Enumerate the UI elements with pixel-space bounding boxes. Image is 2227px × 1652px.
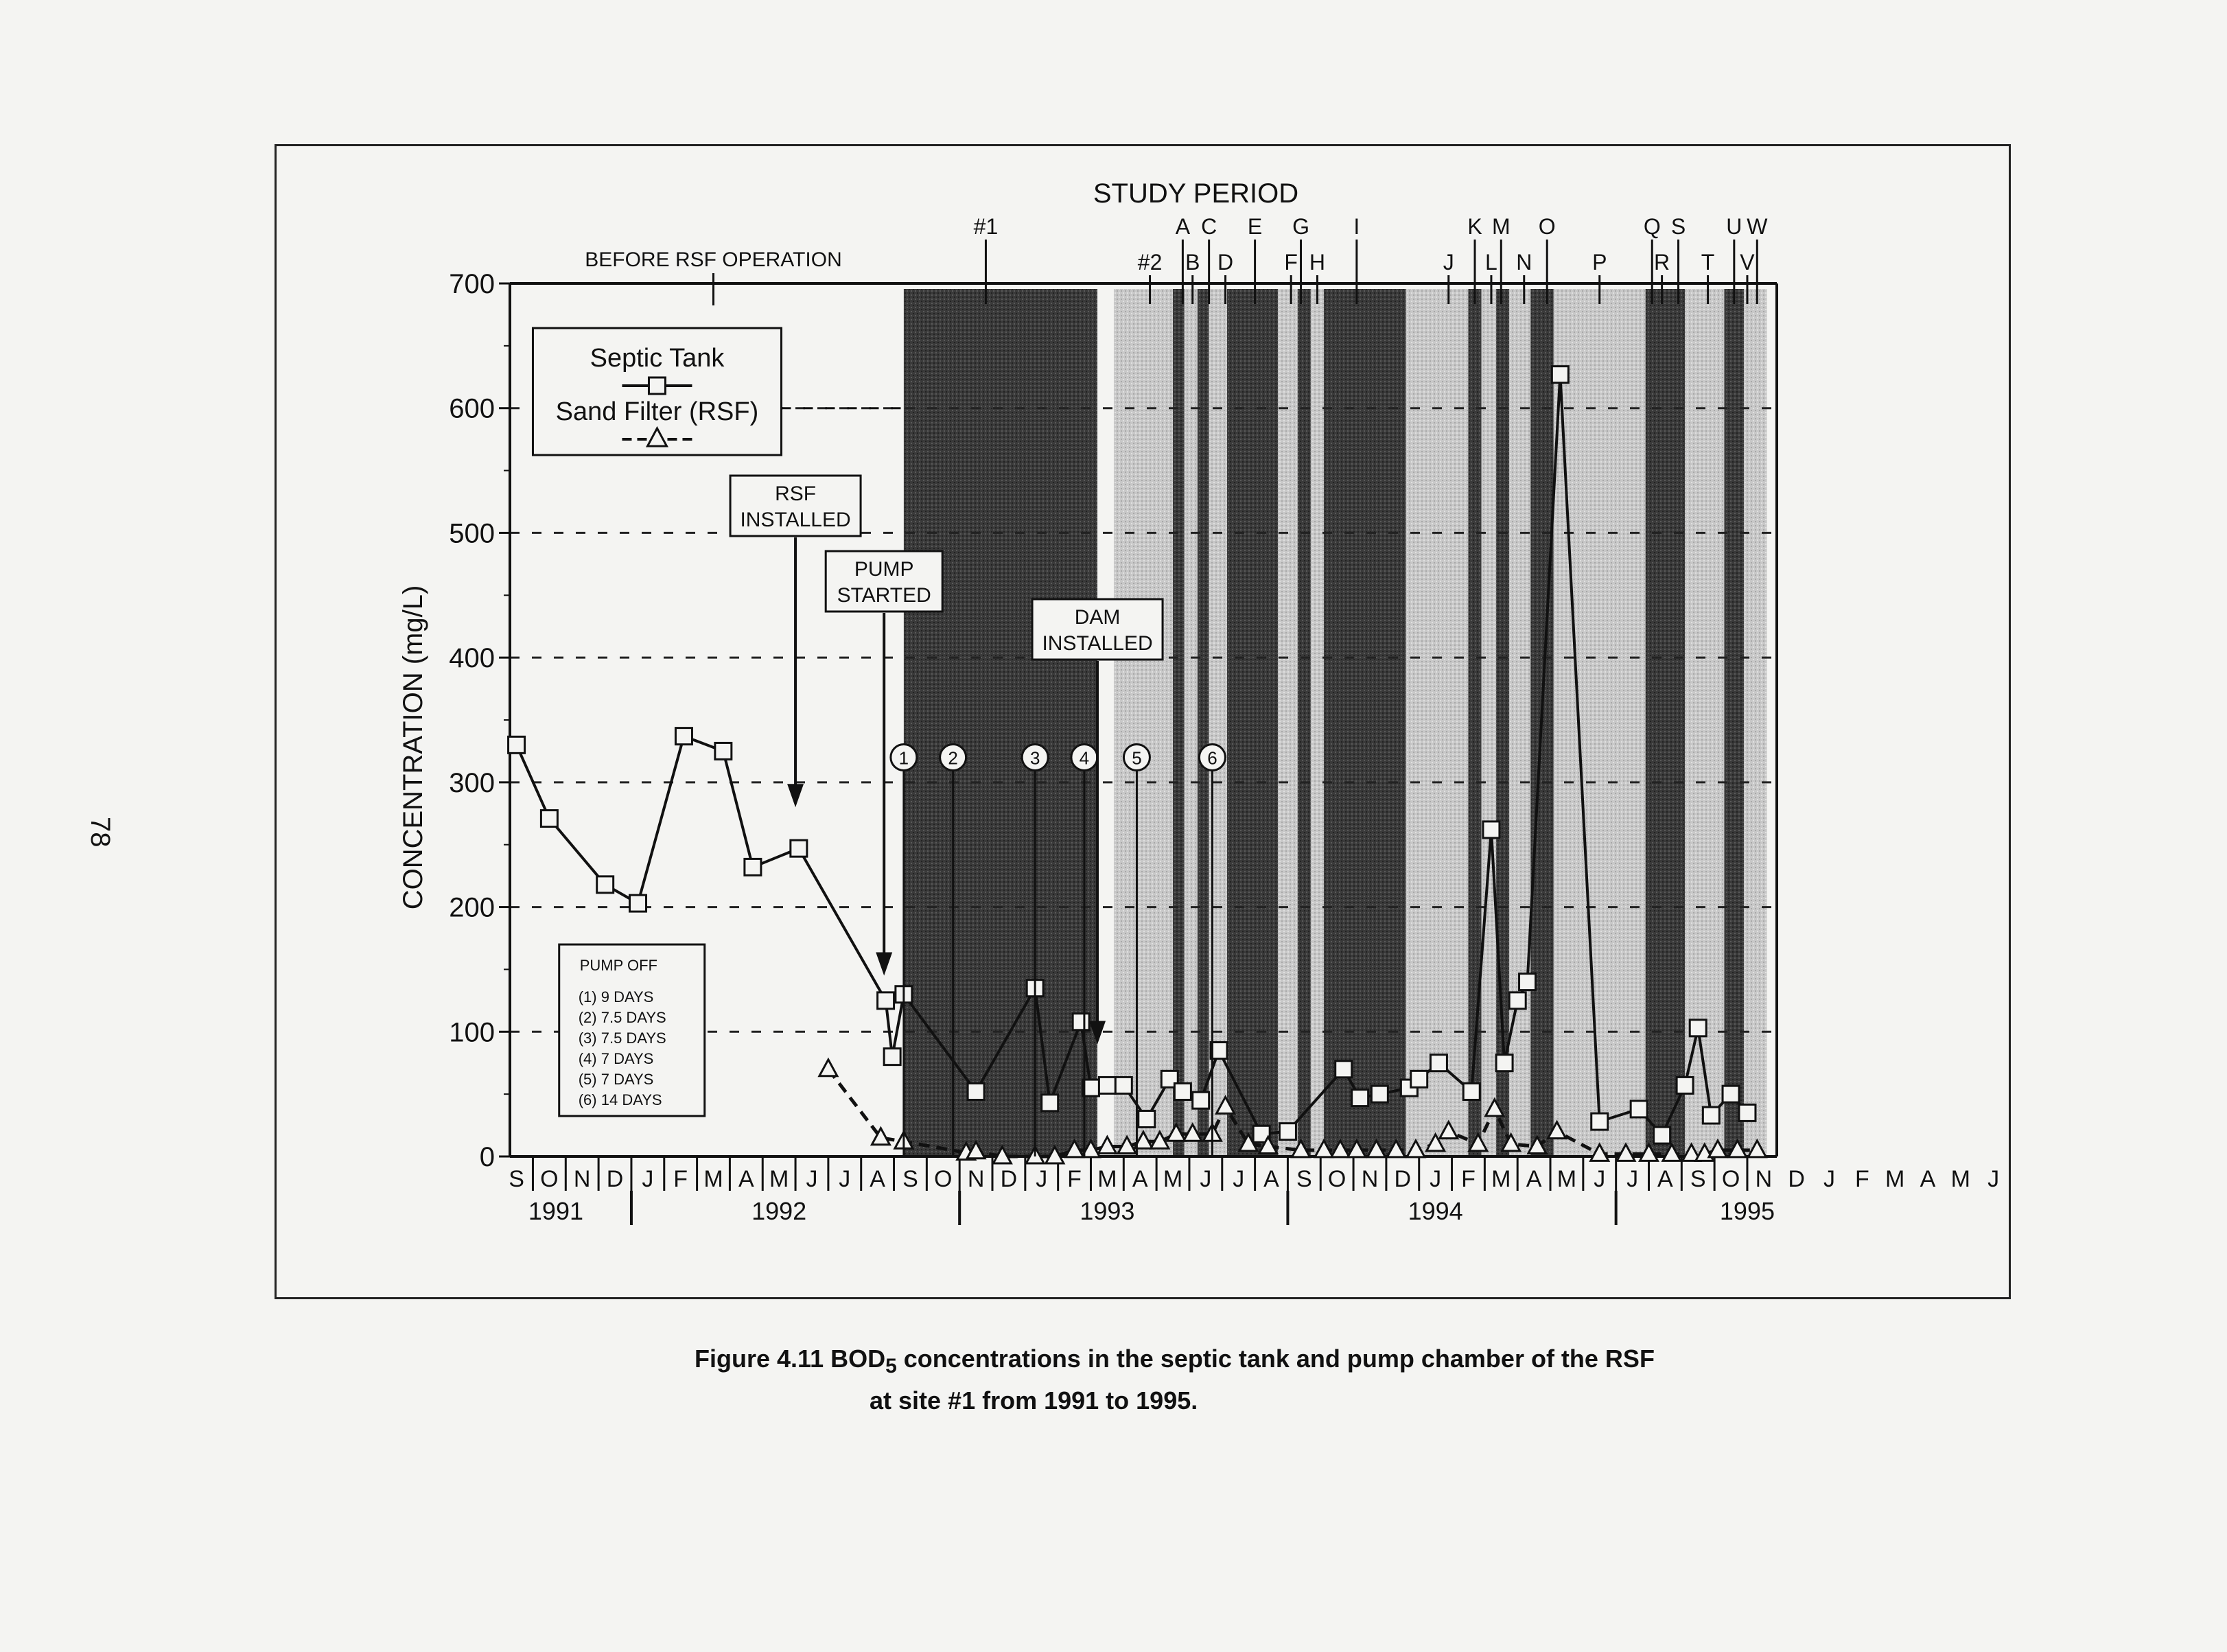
x-month-label: N (573, 1166, 591, 1192)
x-month-label: A (1657, 1166, 1673, 1192)
bod-concentration-chart (277, 146, 2009, 1297)
x-month-label: N (1361, 1166, 1379, 1192)
septic-tank-point (1430, 1055, 1447, 1071)
x-month-label: S (1690, 1166, 1706, 1192)
dam-installed-label-2: INSTALLED (1042, 632, 1153, 655)
septic-tank-point (1073, 1014, 1089, 1030)
septic-tank-point (630, 895, 646, 911)
x-month-label: D (1788, 1166, 1805, 1192)
figure-caption (695, 1342, 1655, 1418)
septic-tank-point (1099, 1077, 1115, 1093)
pump-off-circle-label: 5 (1132, 747, 1142, 769)
x-month-label: M (769, 1166, 789, 1192)
caption-line1-prefix: Figure 4.11 BOD (695, 1345, 886, 1373)
x-month-label: S (902, 1166, 918, 1192)
shaded-band (1173, 289, 1185, 1156)
x-month-label: J (1626, 1166, 1639, 1192)
caption-line1-suffix: concentrations in the septic tank and pump chamber of the RSF (896, 1345, 1655, 1373)
septic-tank-point (1654, 1127, 1670, 1143)
septic-tank-point (1552, 367, 1568, 383)
study-marker-label: F (1284, 250, 1298, 275)
pump-off-item: (3) 7.5 DAYS (578, 1029, 666, 1047)
study-marker-label: Q (1643, 214, 1661, 239)
x-year-label: 1994 (1408, 1197, 1463, 1225)
septic-tank-point (878, 992, 894, 1009)
septic-tank-point (1174, 1084, 1191, 1100)
x-month-label: M (1163, 1166, 1183, 1192)
x-month-label: F (673, 1166, 688, 1192)
x-year-label: 1991 (528, 1197, 584, 1225)
septic-tank-point (1411, 1071, 1427, 1087)
x-month-label: O (934, 1166, 953, 1192)
y-tick-label: 700 (449, 269, 495, 299)
study-marker-label: K (1467, 214, 1482, 239)
shaded-band (1278, 289, 1298, 1156)
y-tick-label: 200 (449, 892, 495, 923)
x-month-label: M (703, 1166, 723, 1192)
septic-tank-point (1139, 1110, 1155, 1127)
study-marker-label: S (1670, 214, 1686, 239)
shaded-band (1646, 289, 1685, 1156)
study-marker-label: N (1516, 250, 1532, 275)
dam-installed-label-1: DAM (1074, 606, 1121, 629)
pump-started-arrow-head (876, 953, 892, 976)
study-marker-label: H (1309, 250, 1326, 275)
x-month-label: J (1594, 1166, 1606, 1192)
shaded-band (1482, 289, 1497, 1156)
septic-tank-point (1496, 1055, 1513, 1071)
rsf-installed-label-1: RSF (775, 482, 817, 505)
pump-off-circle-label: 3 (1029, 747, 1040, 769)
study-marker-label: A (1175, 214, 1191, 239)
study-marker-label: E (1247, 214, 1263, 239)
x-month-label: F (1461, 1166, 1476, 1192)
x-month-label: J (1233, 1166, 1245, 1192)
shaded-band (1227, 289, 1278, 1156)
septic-tank-point (1677, 1077, 1693, 1093)
study-marker-label: #2 (1137, 250, 1163, 275)
septic-tank-point (509, 736, 525, 753)
y-tick-label: 500 (449, 518, 495, 549)
legend-square-marker (649, 377, 665, 394)
x-month-label: S (509, 1166, 524, 1192)
study-marker-label: O (1538, 214, 1556, 239)
study-marker-label: W (1747, 214, 1768, 239)
y-axis-label: CONCENTRATION (mg/L) (398, 585, 428, 910)
x-month-label: A (1920, 1166, 1936, 1192)
x-month-label: A (1132, 1166, 1148, 1192)
shaded-band (904, 289, 1097, 1156)
septic-tank-point (1115, 1077, 1132, 1093)
x-year-label: 1993 (1080, 1197, 1135, 1225)
study-marker-label: #1 (973, 214, 999, 239)
x-month-label: O (1327, 1166, 1346, 1192)
pump-started-label-1: PUMP (854, 558, 914, 581)
x-month-label: D (1000, 1166, 1018, 1192)
y-tick-label: 100 (449, 1017, 495, 1048)
x-year-label: 1995 (1719, 1197, 1775, 1225)
x-month-label: M (1885, 1166, 1905, 1192)
septic-tank-point (541, 811, 557, 827)
study-marker-label: B (1185, 250, 1200, 275)
study-marker-label: P (1592, 250, 1607, 275)
septic-tank-point (1591, 1113, 1608, 1130)
septic-tank-point (1723, 1086, 1739, 1102)
shaded-band (1114, 289, 1173, 1156)
shaded-band (1298, 289, 1311, 1156)
pump-off-item: (1) 9 DAYS (578, 988, 654, 1006)
pump-off-circle-label: 4 (1079, 747, 1090, 769)
septic-tank-point (597, 876, 614, 893)
x-month-label: D (1394, 1166, 1412, 1192)
pump-started-label-2: STARTED (837, 584, 931, 607)
study-marker-label: G (1292, 214, 1309, 239)
x-month-label: J (806, 1166, 818, 1192)
pump-off-circle-label: 2 (948, 747, 958, 769)
x-month-label: M (1950, 1166, 1970, 1192)
septic-tank-point (1739, 1104, 1756, 1121)
septic-tank-point (675, 728, 692, 745)
x-month-label: F (1067, 1166, 1082, 1192)
x-month-label: J (1430, 1166, 1442, 1192)
septic-tank-point (1042, 1095, 1058, 1111)
pump-off-item: (6) 14 DAYS (578, 1091, 662, 1109)
caption-line2: at site #1 from 1991 to 1995. (870, 1386, 1198, 1415)
shaded-band (1554, 289, 1646, 1156)
study-marker-label: U (1726, 214, 1742, 239)
rsf-installed-arrow-head (787, 784, 804, 807)
septic-tank-point (1336, 1061, 1352, 1078)
x-month-label: F (1854, 1166, 1869, 1192)
septic-tank-point (745, 859, 761, 875)
study-marker-label: M (1491, 214, 1511, 239)
study-marker-label: J (1443, 250, 1454, 275)
septic-tank-point (1279, 1124, 1296, 1140)
shaded-band (1198, 289, 1209, 1156)
x-month-label: M (1097, 1166, 1117, 1192)
study-marker-label: I (1353, 214, 1360, 239)
shaded-band (1406, 289, 1469, 1156)
septic-tank-point (1703, 1107, 1719, 1124)
septic-tank-point (1371, 1086, 1388, 1102)
pump-off-item: (5) 7 DAYS (578, 1071, 654, 1089)
y-tick-label: 400 (449, 643, 495, 674)
pump-off-circle-label: 6 (1207, 747, 1217, 769)
pump-off-item: (2) 7.5 DAYS (578, 1009, 666, 1027)
x-month-label: O (1721, 1166, 1740, 1192)
shaded-band (1724, 289, 1744, 1156)
x-month-label: J (1823, 1166, 1836, 1192)
x-month-label: A (1526, 1166, 1542, 1192)
x-month-label: J (1987, 1166, 2000, 1192)
septic-tank-point (715, 743, 732, 759)
septic-tank-point (1463, 1084, 1480, 1100)
x-month-label: O (540, 1166, 559, 1192)
y-tick-label: 0 (479, 1142, 495, 1172)
x-month-label: M (1556, 1166, 1577, 1192)
figure-frame (275, 144, 2011, 1299)
legend-label: Septic Tank (590, 344, 725, 373)
septic-tank-point (791, 840, 807, 857)
septic-tank-point (884, 1049, 900, 1065)
chart-title: STUDY PERIOD (1093, 178, 1299, 209)
sand-filter-point (819, 1060, 837, 1076)
septic-tank-point (1483, 822, 1500, 838)
x-month-label: A (1263, 1166, 1279, 1192)
shaded-band (1324, 289, 1406, 1156)
x-month-label: J (839, 1166, 851, 1192)
septic-tank-point (1509, 992, 1526, 1009)
septic-tank-point (968, 1084, 984, 1100)
septic-tank-point (1352, 1090, 1368, 1106)
septic-tank-point (1631, 1101, 1647, 1117)
x-month-label: J (642, 1166, 654, 1192)
study-marker-label: C (1201, 214, 1217, 239)
septic-tank-point (1519, 974, 1536, 990)
x-month-label: A (870, 1166, 885, 1192)
x-month-label: N (967, 1166, 985, 1192)
pump-off-item: (4) 7 DAYS (578, 1050, 654, 1068)
x-month-label: D (606, 1166, 624, 1192)
x-month-label: M (1491, 1166, 1511, 1192)
pump-off-circle-label: 1 (898, 747, 909, 769)
x-month-label: J (1036, 1166, 1048, 1192)
shaded-band (1311, 289, 1324, 1156)
study-marker-label: V (1740, 250, 1755, 275)
septic-tank-point (1690, 1020, 1706, 1036)
septic-tank-point (1193, 1092, 1209, 1108)
page-number: 78 (85, 817, 115, 848)
shaded-band (1468, 289, 1481, 1156)
x-month-label: A (738, 1166, 754, 1192)
x-month-label: J (1200, 1166, 1212, 1192)
study-marker-label: R (1654, 250, 1670, 275)
study-marker-label: T (1701, 250, 1715, 275)
shaded-band (1744, 289, 1767, 1156)
study-marker-label: L (1485, 250, 1497, 275)
x-year-label: 1992 (751, 1197, 807, 1225)
shaded-band (1185, 289, 1198, 1156)
y-tick-label: 300 (449, 767, 495, 798)
rsf-installed-label-2: INSTALLED (740, 509, 851, 531)
before-rsf-label: BEFORE RSF OPERATION (585, 248, 842, 271)
pump-off-title: PUMP OFF (579, 957, 658, 975)
study-marker-label: D (1217, 250, 1234, 275)
caption-subscript: 5 (885, 1355, 897, 1378)
x-month-label: N (1755, 1166, 1773, 1192)
y-tick-label: 600 (449, 393, 495, 424)
legend-label: Sand Filter (RSF) (555, 397, 759, 426)
x-month-label: S (1296, 1166, 1312, 1192)
